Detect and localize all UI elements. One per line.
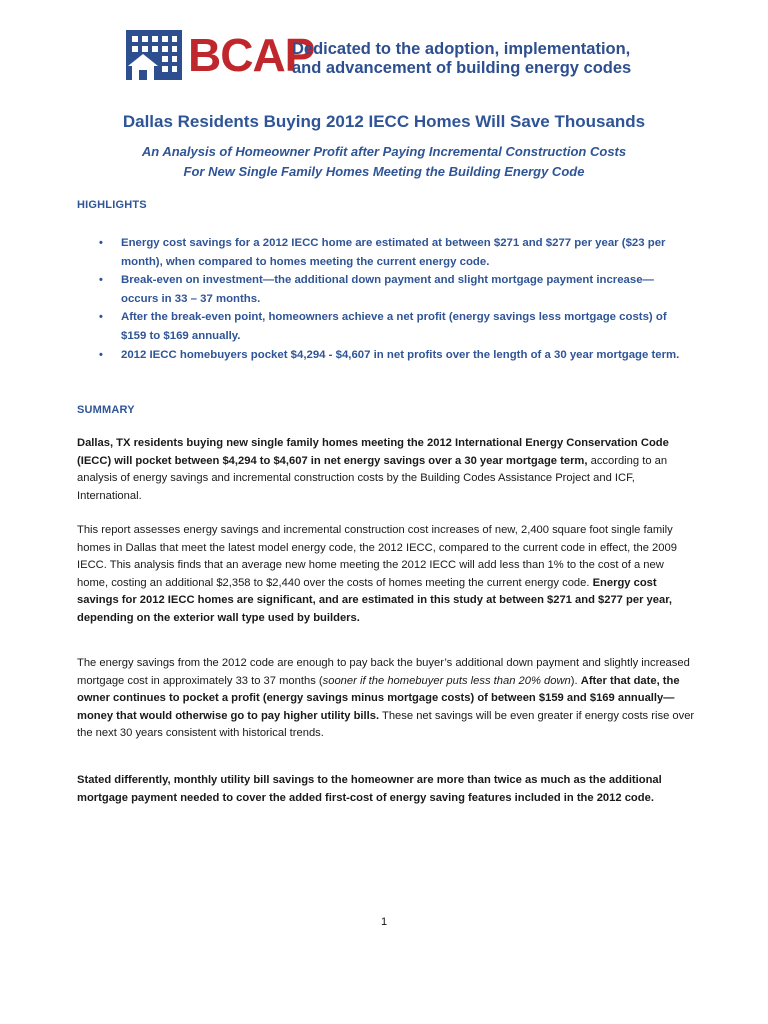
highlight-text: Break-even on investment—the additional down payment and slight mortgage payment increase—occurs in 33 – 37 months. <box>121 274 654 305</box>
highlight-text: After the break-even point, homeowners achieve a net profit (energy savings less mortgage costs) of $159 to $169 annually. <box>121 311 667 342</box>
bullet-icon: • <box>99 274 103 287</box>
subtitle-line-2: For New Single Family Homes Meeting the Building Energy Code <box>183 164 585 179</box>
list-item <box>77 234 687 271</box>
bullet-icon: • <box>99 311 103 324</box>
page-number: 1 <box>380 916 388 928</box>
list-item <box>77 346 687 365</box>
summary-heading: SUMMARY <box>77 404 135 416</box>
highlight-text: 2012 IECC homebuyers pocket $4,294 - $4,607 in net profits over the length of a 30 year mortgage term. <box>121 348 680 361</box>
tagline-line-1: Dedicated to the adoption, implementation, <box>292 40 631 58</box>
tagline-line-2: and advancement of building energy codes <box>292 59 632 77</box>
document-title: Dallas Residents Buying 2012 IECC Homes Will Save Thousands <box>122 112 646 131</box>
highlight-text: Energy cost savings for a 2012 IECC home are estimated at between $271 and $277 per year ($23 per month), when compared to homes meeting the current energy code. <box>121 237 666 268</box>
bullet-icon: • <box>99 237 103 249</box>
list-item <box>77 308 687 345</box>
summary-paragraph-1 <box>77 435 697 505</box>
list-item <box>77 271 687 308</box>
paragraph-text: ). <box>570 674 581 687</box>
paragraph-bold-text: Energy cost savings for 2012 IECC homes are significant, and are estimated in this study at between $271 and $277 per year, depending on the exterior wall type used by builders. <box>77 576 673 624</box>
subtitle-line-1: An Analysis of Homeowner Profit after Paying Incremental Construction Costs <box>141 144 627 159</box>
logo-tagline <box>292 40 631 78</box>
paragraph-bold-text: Stated differently, monthly utility bill savings to the homeowner are more than twice as much as the additional mortgage payment needed to cover the added first-cost of energy saving features included in the 2012 code. <box>77 774 662 804</box>
logo-wordmark: BCAP <box>188 29 315 81</box>
paragraph-bold-text: Dallas, TX residents buying new single family homes meeting the 2012 International Energy Conservation Code (IECC) will pocket between $4,294 to $4,607 in net energy savings over a 30 year mortgage term, <box>77 437 669 467</box>
bullet-icon: • <box>99 348 103 361</box>
paragraph-bold-text: After that date, the owner continues to pocket a profit (energy savings minus mortgage costs) of between $159 and $169 annually—money that would otherwise go to pay higher utility bills. <box>77 674 680 722</box>
highlights-list <box>77 234 687 364</box>
building-house-icon <box>126 30 182 80</box>
highlights-heading: HIGHLIGHTS <box>77 199 147 211</box>
document-subtitle <box>0 142 768 182</box>
paragraph-text: This report assesses energy savings and incremental construction cost increases of new, 2,400 square foot single family homes in Dallas that meet the latest model energy code, the 2012 IECC, compared to the current code in effect, the 2009 IECC. This analysis finds that an average new home meeting the 2012 IECC will add less than 1% to the cost of a new home, costing an additional $2,358 to $2,440 over the costs of homes meeting the current energy code. <box>77 524 677 589</box>
summary-paragraph-4 <box>77 772 697 807</box>
paragraph-text: These net savings will be even greater if energy costs rise over the next 30 years consistent with historical trends. <box>77 709 695 740</box>
summary-paragraph-3 <box>77 655 697 743</box>
paragraph-text: The energy savings from the 2012 code are enough to pay back the buyer’s additional down payment and slightly increased mortgage cost in approximately 33 to 37 months ( <box>77 657 690 687</box>
paragraph-text: according to an analysis of energy savings and incremental construction costs by the Building Codes Assistance Project and ICF, International. <box>77 454 668 502</box>
paragraph-italic-text: sooner if the homebuyer puts less than 20% down <box>322 674 571 687</box>
summary-paragraph-2 <box>77 522 697 628</box>
